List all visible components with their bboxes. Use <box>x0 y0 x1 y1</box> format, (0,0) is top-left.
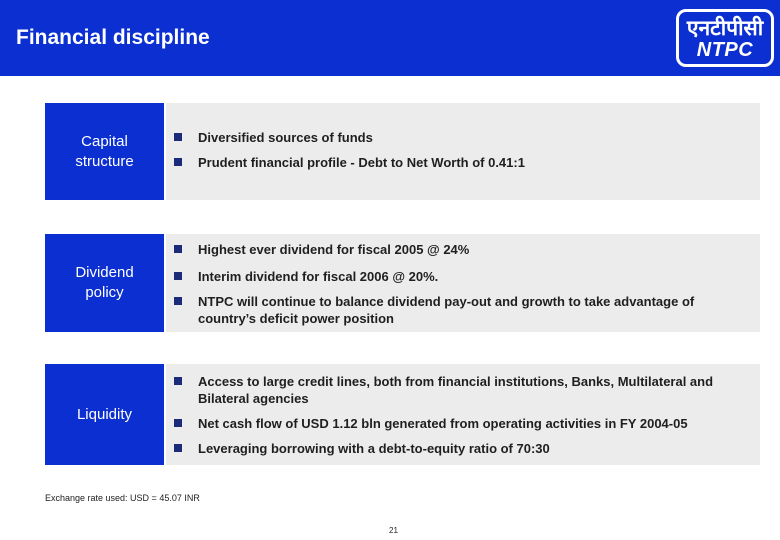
bullet-item <box>174 373 754 407</box>
bullet-item <box>174 154 754 171</box>
section-label-liquidity <box>45 364 164 465</box>
bullet-item <box>174 415 754 432</box>
square-bullet-icon <box>174 297 182 305</box>
square-bullet-icon <box>174 133 182 141</box>
bullet-text: NTPC will continue to balance dividend pay-out and growth to take advantage of country’s deficit power position <box>198 294 695 326</box>
bullet-text: Prudent financial profile - Debt to Net Worth of 0.41:1 <box>198 155 525 170</box>
bullet-text: Access to large credit lines, both from financial institutions, Banks, Multilateral and Bilateral agencies <box>198 374 714 406</box>
bullet-text: Net cash flow of USD 1.12 bln generated from operating activities in FY 2004-05 <box>198 416 688 431</box>
section-label-dividend-policy <box>45 234 164 332</box>
exchange-rate-footnote: Exchange rate used: USD = 45.07 INR <box>45 493 200 503</box>
square-bullet-icon <box>174 245 182 253</box>
ntpc-logo <box>676 9 774 67</box>
header-bar <box>0 0 780 76</box>
bullet-item <box>174 440 754 457</box>
page-title: Financial discipline <box>16 26 210 49</box>
bullet-item <box>174 129 754 146</box>
section-content-dividend-policy <box>166 234 760 332</box>
square-bullet-icon <box>174 272 182 280</box>
section-label-text: Liquidity <box>76 405 133 423</box>
bullet-text: Highest ever dividend for fiscal 2005 @ 24% <box>198 242 470 257</box>
logo-hindi-text: एनटीपीसी <box>686 16 764 40</box>
bullet-item <box>174 268 754 285</box>
bullet-text: Interim dividend for fiscal 2006 @ 20%. <box>198 269 439 284</box>
section-content-capital-structure <box>166 103 760 200</box>
bullet-item <box>174 293 754 327</box>
page-number: 21 <box>389 526 398 535</box>
bullet-item <box>174 241 754 258</box>
section-content-liquidity <box>166 364 760 465</box>
section-label-text: Dividend policy <box>75 264 134 301</box>
section-label-capital-structure <box>45 103 164 200</box>
square-bullet-icon <box>174 158 182 166</box>
logo-latin-text: NTPC <box>696 39 754 61</box>
square-bullet-icon <box>174 444 182 452</box>
bullet-text: Leveraging borrowing with a debt-to-equity ratio of 70:30 <box>198 441 550 456</box>
section-label-text: Capital structure <box>75 132 134 170</box>
bullet-text: Diversified sources of funds <box>198 130 373 145</box>
square-bullet-icon <box>174 377 182 385</box>
square-bullet-icon <box>174 419 182 427</box>
